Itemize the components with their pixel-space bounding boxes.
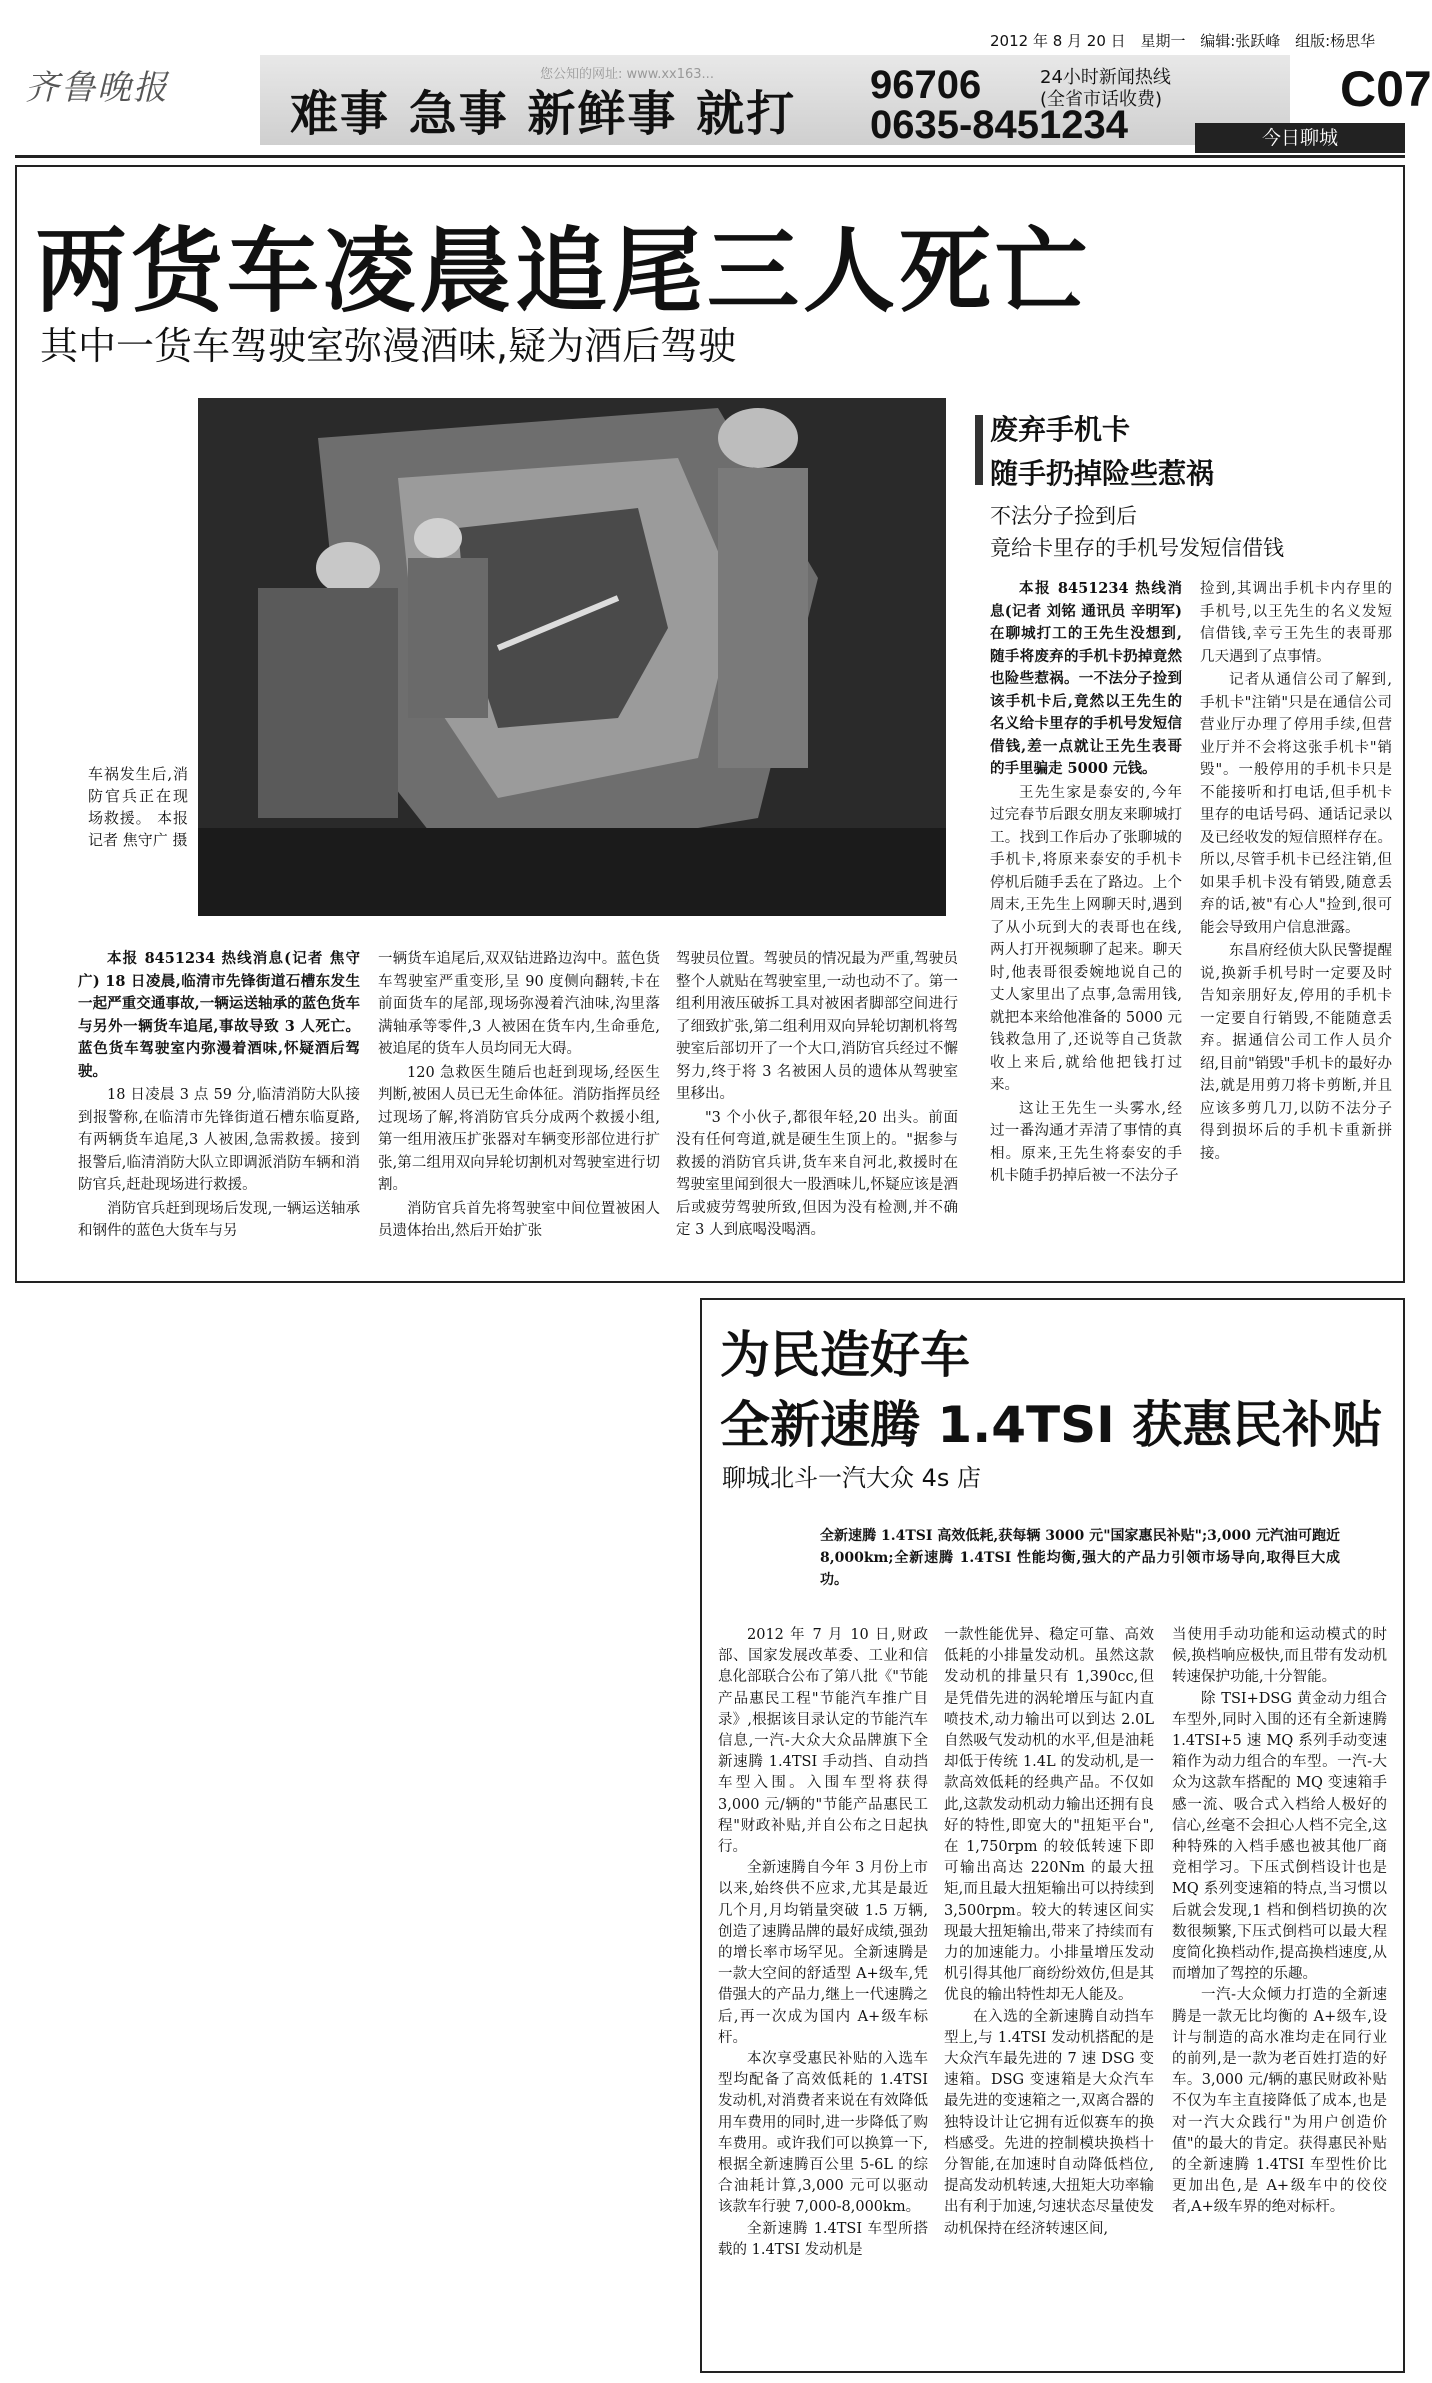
article-paragraph: 全新速腾自今年 3 月份上市以来,始终供不应求,尤其是最近几个月,月均销量突破 1.5 万辆,创造了速腾品牌的最好成绩,强劲的增长率市场罕见。全新速腾是一款大空间的舒适型 A+级车,凭借强大的产品力,继上一代速腾之后,再一次成为国内 A+级车标杆。	[718, 1860, 928, 2046]
article-subheadline: 其中一货车驾驶室弥漫酒味,疑为酒后驾驶	[40, 324, 737, 368]
top-rule	[15, 155, 1405, 158]
issue-weekday: 星期一	[1140, 32, 1186, 50]
sidebar-headline-2: 随手扔掉险些惹祸	[990, 457, 1215, 490]
article-paragraph: 一汽-大众倾力打造的全新速腾是一款无比均衡的 A+级车,设计与制造的高水准均走在同行业的前列,是一款为老百姓打造的好车。3,000 元/辆的惠民财政补贴不仅为车主直接降低了成本,也是对一汽大众践行"为用户创造价值"的最大的肯定。获得惠民补贴的全新速腾 1.4TSI 车型性价比更加出色,是 A+级车中的佼佼者,A+级车界的绝对标杆。	[1172, 1987, 1387, 2216]
article-paragraph: 除 TSI+DSG 黄金动力组合车型外,同时入围的还有全新速腾 1.4TSI+5 速 MQ 系列手动变速箱作为动力组合的车型。一汽-大众为这款车搭配的 MQ 变速箱手感一流、吸合式入档给人极好的信心,丝毫不会担心人档不完全,这种特殊的入档手感也被其他厂商竞相学习。下压式倒档设计也是 MQ 系列变速箱的特点,当习惯以后就会发现,1 档和倒档切换的次数很频繁,下压式倒档可以最大程度简化换档动作,提高换档速度,从而增加了驾控的乐趣。	[1172, 1690, 1387, 1983]
article-paragraph: 本报 8451234 热线消息(记者 焦守广) 18 日凌晨,临清市先锋街道石槽东发生一起严重交通事故,一辆运送轴承的蓝色货车与另外一辆货车追尾,事故导致 3 人死亡。蓝色货车驾驶室内弥漫着酒味,怀疑酒后驾驶。	[78, 950, 360, 1080]
page-number: C07	[1340, 61, 1432, 117]
hotline-note-2: (全省市话收费)	[1040, 89, 1163, 110]
advertorial-lead: 全新速腾 1.4TSI 高效低耗,获每辆 3000 元"国家惠民补贴";3,000 元汽油可跑近 8,000km;全新速腾 1.4TSI 性能均衡,强大的产品力引领市场导向,取得巨大成功。	[820, 1528, 1340, 1588]
article-paragraph: 本报 8451234 热线消息(记者 刘铭 通讯员 辛明军) 在聊城打工的王先生没想到,随手将废弃的手机卡扔掉竟然也险些惹祸。一不法分子捡到该手机卡后,竟然以王先生的名义给卡里存的手机号发短信借钱,差一点就让王先生表哥的手里骗走 5000 元钱。	[990, 580, 1182, 777]
editor-credit: 编辑:张跃峰	[1200, 32, 1281, 50]
article-paragraph: 本次享受惠民补贴的入选车型均配备了高效低耗的 1.4TSI 发动机,对消费者来说在有效降低用车费用的同时,进一步降低了购车费用。或许我们可以换算一下,根据全新速腾百公里 5-6L 的综合油耗计算,3,000 元可以驱动该款车行驶 7,000-8,000km。	[718, 2051, 928, 2216]
article-paragraph: 18 日凌晨 3 点 59 分,临清消防大队接到报警称,在临清市先锋街道石槽东临夏路,有两辆货车追尾,3 人被困,急需救援。接到报警后,临清消防大队立即调派消防车辆和消防官兵,赶赴现场进行救援。	[78, 1087, 360, 1193]
header-meta	[990, 30, 1385, 51]
article-paragraph: 消防官兵首先将驾驶室中间位置被困人员遗体抬出,然后开始扩张	[378, 1200, 660, 1239]
hotline-banner	[260, 55, 1290, 145]
article-paragraph: 一辆货车追尾后,双双钻进路边沟中。蓝色货车驾驶室严重变形,呈 90 度侧向翻转,卡在前面货车的尾部,现场弥漫着汽油味,沟里落满轴承等零件,3 人被困在货车内,生命垂危,被追尾的货车人员均同无大碍。	[378, 951, 660, 1057]
sidebar-subheadline-1: 不法分子捡到后	[990, 504, 1137, 528]
article-paragraph: 全新速腾 1.4TSI 车型所搭载的 1.4TSI 发动机是	[718, 2220, 928, 2258]
article-column-3	[676, 948, 958, 1243]
sidebar-accent	[975, 415, 983, 485]
article-column-1	[78, 948, 360, 1244]
section-tag: 今日聊城	[1195, 123, 1405, 153]
sidebar-subheadline	[990, 500, 1284, 564]
banner-watermark: 您公知的网址: www.xx163...	[540, 67, 714, 82]
article-paragraph: 东昌府经侦大队民警提醒说,换新手机号时一定要及时告知亲朋好友,停用的手机卡一定要自行销毁,不能随意丢弃。据通信公司工作人员介绍,目前"销毁"手机卡的最好办法,就是用剪刀将卡剪断,并且应该多剪几刀,以防不法分子得到损坏后的手机卡重新拼接。	[1200, 943, 1392, 1162]
banner-slogan: 难事 急事 新鲜事 就打	[290, 86, 797, 142]
sidebar-subheadline-2: 竟给卡里存的手机号发短信借钱	[990, 536, 1284, 560]
article-paragraph: 120 急救医生随后也赶到现场,经医生判断,被困人员已无生命体征。消防指挥员经过现场了解,将消防官兵分成两个救援小组,第一组用液压扩张器对车辆变形部位进行扩张,第二组用双向异轮切割机对驾驶室进行切割。	[378, 1064, 660, 1193]
article-paragraph: "3 个小伙子,都很年轻,20 出头。前面没有任何弯道,就是硬生生顶上的。"据参与救援的消防官兵讲,货车来自河北,救援时在驾驶室里闻到很大一股酒味儿,怀疑应该是酒后或疲劳驾驶所致,但因为没有检测,并不确定 3 人到底喝没喝酒。	[676, 1109, 958, 1238]
article-column-2	[378, 948, 660, 1244]
advertorial-column-3	[1172, 1625, 1387, 2219]
article-paragraph: 驾驶员位置。驾驶员的情况最为严重,驾驶员整个人就贴在驾驶室里,一动也动不了。第一组利用液压破拆工具对被困者脚部空间进行了细致扩张,第二组利用双向异轮切割机将驾驶室后部切开了一个大口,消防官兵经过不懈努力,终于将 3 名被困人员的遗体从驾驶室里移出。	[676, 951, 958, 1102]
article-paragraph: 消防官兵赶到现场后发现,一辆运送轴承和钢件的蓝色大货车与另	[78, 1200, 360, 1239]
advertorial-headline-1: 为民造好车	[720, 1326, 970, 1384]
hotline-short: 96706	[870, 63, 982, 107]
hotline-note	[1040, 67, 1171, 111]
sidebar-column-1	[990, 578, 1182, 1189]
article-headline: 两货车凌晨追尾三人死亡	[35, 218, 1092, 325]
sidebar-headline	[990, 408, 1214, 496]
newspaper-logo: 齐鲁晚报	[25, 68, 169, 108]
sidebar-headline-1: 废弃手机卡	[990, 413, 1131, 446]
article-paragraph: 捡到,其调出手机卡内存里的手机号,以王先生的名义发短信借钱,幸亏王先生的表哥那几天遇到了点事情。	[1200, 581, 1392, 665]
advertorial-column-2	[944, 1625, 1154, 2240]
issue-date: 2012 年 8 月 20 日	[990, 32, 1126, 50]
article-paragraph: 在入选的全新速腾自动挡车型上,与 1.4TSI 发动机搭配的是大众汽车最先进的 7 速 DSG 变速箱。DSG 变速箱是大众汽车最先进的变速箱之一,双离合器的独特设计让它拥有近似赛车的换档感受。先进的控制模块换档十分智能,在加速时自动降低档位,提高发动机转速,大扭矩大功率输出有利于加速,匀速状态尽量使发动机保持在经济转速区间,	[944, 2008, 1154, 2237]
advertorial-subheadline: 聊城北斗一汽大众 4s 店	[722, 1464, 982, 1492]
hotline-phone: 0635-8451234	[870, 103, 1129, 147]
advertorial-headline-2: 全新速腾 1.4TSI 获惠民补贴	[720, 1396, 1383, 1454]
sidebar-column-2	[1200, 578, 1392, 1166]
hotline-note-1: 24小时新闻热线	[1040, 67, 1171, 88]
rescue-scene-image	[198, 398, 946, 916]
layout-credit: 组版:杨思华	[1295, 32, 1376, 50]
article-paragraph: 一款性能优异、稳定可靠、高效低耗的小排量发动机。虽然这款发动机的排量只有 1,390cc,但是凭借先进的涡轮增压与缸内直喷技术,动力输出可以到达 2.0L 自然吸气发动机的水平,但是油耗却低于传统 1.4L 的发动机,是一款高效低耗的经典产品。不仅如此,这款发动机动力输出还拥有良好的特性,即宽大的"扭矩平台",在 1,750rpm 的较低转速下即可输出高达 220Nm 的最大扭矩,而且最大扭矩输出可以持续到 3,500rpm。较大的转速区间实现最大扭矩输出,带来了持续而有力的加速能力。小排量增压发动机引得其他厂商纷纷效仿,但是其优良的输出特性却无人能及。	[944, 1627, 1154, 2004]
article-paragraph: 王先生家是泰安的,今年过完春节后跟女朋友来聊城打工。找到工作后办了张聊城的手机卡,将原来泰安的手机卡停机后随手丢在了路边。上个周末,王先生上网聊天时,遇到了从小玩到大的表哥也在线,两人打开视频聊了起来。聊天时,他表哥很委婉地说自己的丈人家里出了点事,急需用钱,就把本来给他准备的 5000 元钱救急用了,还说等自己货款收上来后,就给他把钱打过来。	[990, 784, 1182, 1093]
article-paragraph: 2012 年 7 月 10 日,财政部、国家发展改革委、工业和信息化部联合公布了第八批《"节能产品惠民工程"节能汽车推广目录》,根据该目录认定的节能汽车信息,一汽-大众大众品牌旗下全新速腾 1.4TSI 手动挡、自动挡车型入围。入围车型将获得 3,000 元/辆的"节能产品惠民工程"财政补贴,并自公布之日起执行。	[718, 1627, 928, 1856]
article-paragraph: 当使用手动功能和运动模式的时候,换档响应极快,而且带有发动机转速保护功能,十分智能。	[1172, 1627, 1387, 1686]
article-paragraph: 记者从通信公司了解到,手机卡"注销"只是在通信公司营业厅办理了停用手续,但营业厅并不会将这张手机卡"销毁"。一般停用的手机卡只是不能接听和打电话,但手机卡里存的电话号码、通话记录以及已经收发的短信照样存在。所以,尽管手机卡已经注销,但如果手机卡没有销毁,随意丢弃的话,被"有心人"捡到,很可能会导致用户信息泄露。	[1200, 672, 1392, 936]
article-paragraph: 这让王先生一头雾水,经过一番沟通才弄清了事情的真相。原来,王先生将泰安的手机卡随手扔掉后被一不法分子	[990, 1100, 1182, 1184]
photo-caption: 车祸发生后,消防官兵正在现场救援。 本报记者 焦守广 摄	[88, 765, 188, 849]
advertorial-column-1	[718, 1625, 928, 2261]
accident-photo	[198, 398, 946, 916]
